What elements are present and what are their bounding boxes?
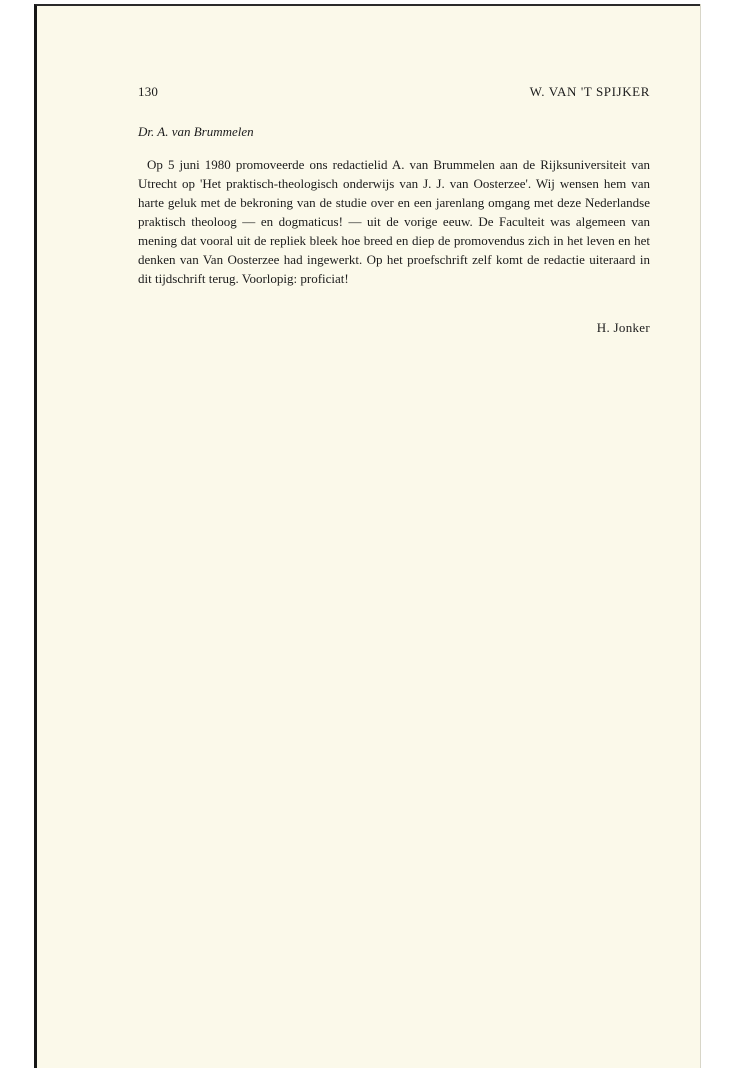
running-header-author: W. VAN 'T SPIJKER: [529, 84, 650, 99]
article-paragraph: Op 5 juni 1980 promoveerde ons redactielid A. van Brummelen aan de Rijksuniversiteit van Utrecht op 'Het praktisch-theologisch onderwijs van J. J. van Oosterzee'. Wij wensen hem van harte geluk met de bekroning van de studie over en een jarenlang omgang met deze Nederlandse praktisch theoloog — en dogmaticus! — uit de vorige eeuw. De Faculteit was algemeen van mening dat vooral uit de repliek bleek hoe breed en diep de promovendus zich in het leven en het denken van Van Oosterzee had ingewerkt. Op het proefschrift zelf komt de redactie uiteraard in dit tijdschrift terug. Voorlopig: proficiat!: [138, 157, 650, 286]
page-number: 130: [138, 84, 159, 99]
article-heading: Dr. A. van Brummelen: [138, 124, 254, 139]
article-signature: H. Jonker: [596, 320, 650, 335]
page-edge: [700, 4, 701, 1068]
running-header: [138, 84, 650, 102]
